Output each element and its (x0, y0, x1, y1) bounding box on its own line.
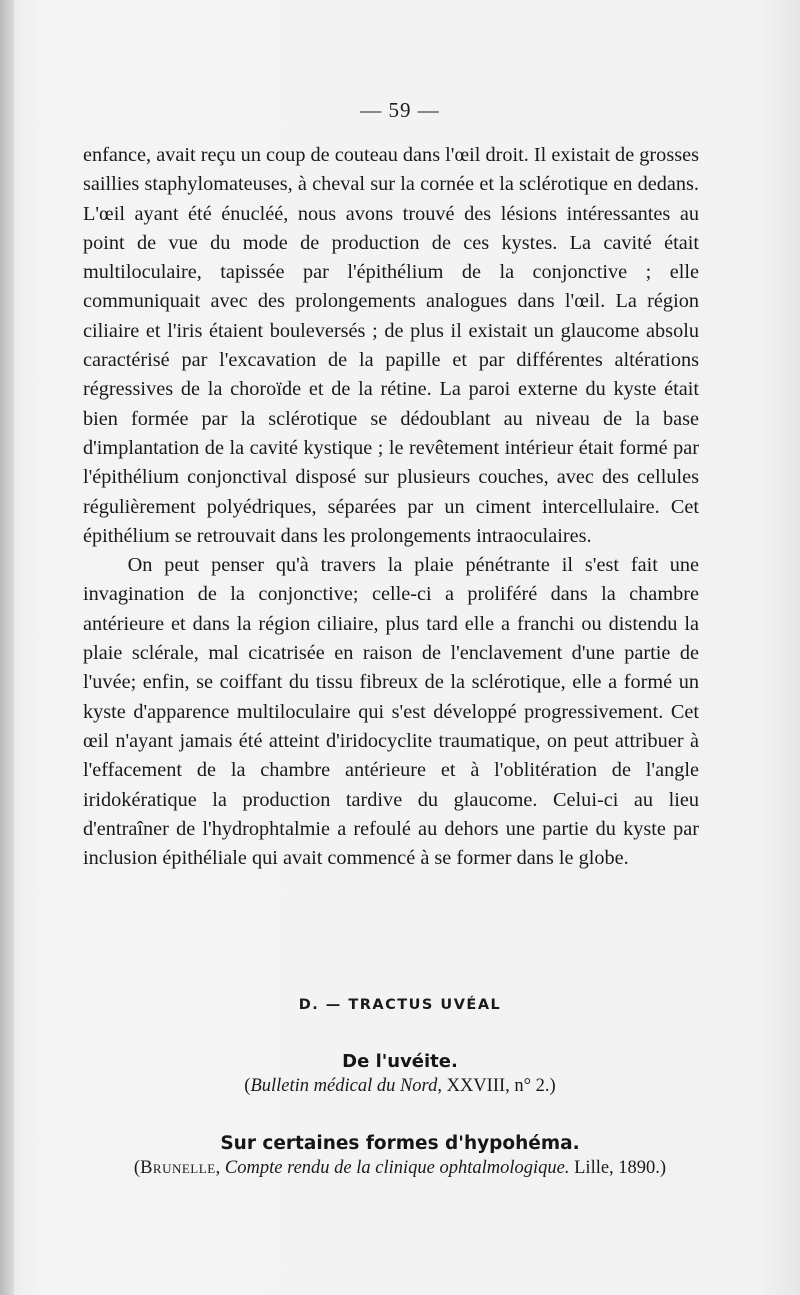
ref-author: Brunelle (140, 1158, 216, 1178)
ref-place-year: Lille, 1890.) (569, 1158, 667, 1178)
entry-title-hypohema: Sur certaines formes d'hypohéma. (220, 1133, 580, 1154)
journal-title: Bulletin médical du Nord (250, 1076, 438, 1096)
paragraph-2: On peut penser qu'à travers la plaie pénétrante il s'est fait une invagination de la conjonctive; celle-ci a proliféré dans la chambre antérieure et dans la région ciliaire, plus tard elle a franchi ou distendu la plaie sclérale, mal cicatrisée en raison de l'enclavement d'une partie de l'uvée; enfin, se coiffant du tissu fibreux de la sclérotique, elle a formé un kyste d'apparence multiloculaire qui s'est développé progressivement. Cet œil n'ayant jamais été atteint d'iridocyclite traumatique, on peut attribuer à l'effacement de la chambre antérieure et à l'oblitération de l'angle iridokératique la production tardive du glaucome. Celui-ci au lieu d'entraîner de l'hydrophtalmie a refoulé au dehors une partie du kyste par inclusion épithéliale qui avait commencé à se former dans le globe. (83, 554, 699, 870)
body-text (83, 141, 699, 873)
ref-open-paren: ( (133, 1158, 141, 1178)
section-heading: D. — TRACTUS UVÉAL (298, 997, 502, 1013)
entry-title-uveite: De l'uvéite. (342, 1051, 458, 1072)
entry-reference-uveite (0, 1076, 800, 1097)
ref-separator: , (215, 1158, 225, 1178)
entry-reference-hypohema (0, 1158, 800, 1179)
ref-open-paren: ( (244, 1076, 251, 1096)
page-gutter-shadow (0, 0, 14, 1295)
ref-volume: , XXVIII, n° 2.) (437, 1076, 556, 1096)
publication-title: Compte rendu de la clinique ophtalmologique. (224, 1158, 570, 1178)
paragraph-1: enfance, avait reçu un coup de couteau dans l'œil droit. Il existait de grosses saillies staphylomateuses, à cheval sur la cornée et la sclérotique en dedans. L'œil ayant été énucléé, nous avons trouvé des lésions intéressantes au point de vue du mode de production de ces kystes. La cavité était multiloculaire, tapissée par l'épithélium de la conjonctive ; elle communiquait avec des prolongements analogues dans l'œil. La région ciliaire et l'iris étaient bouleversés ; de plus il existait un glaucome absolu caractérisé par l'excavation de la papille et par différentes altérations régressives de la choroïde et de la rétine. La paroi externe du kyste était bien formée par la sclérotique se dédoublant au niveau de la base d'implantation de la cavité kystique ; le revêtement intérieur était formé par l'épithélium conjonctival disposé sur plusieurs couches, avec des cellules régulièrement polyédriques, séparées par un ciment intercellulaire. Cet épithélium se retrouvait dans les prolongements intraoculaires. (83, 144, 699, 547)
page-number: — 59 — (360, 98, 440, 122)
